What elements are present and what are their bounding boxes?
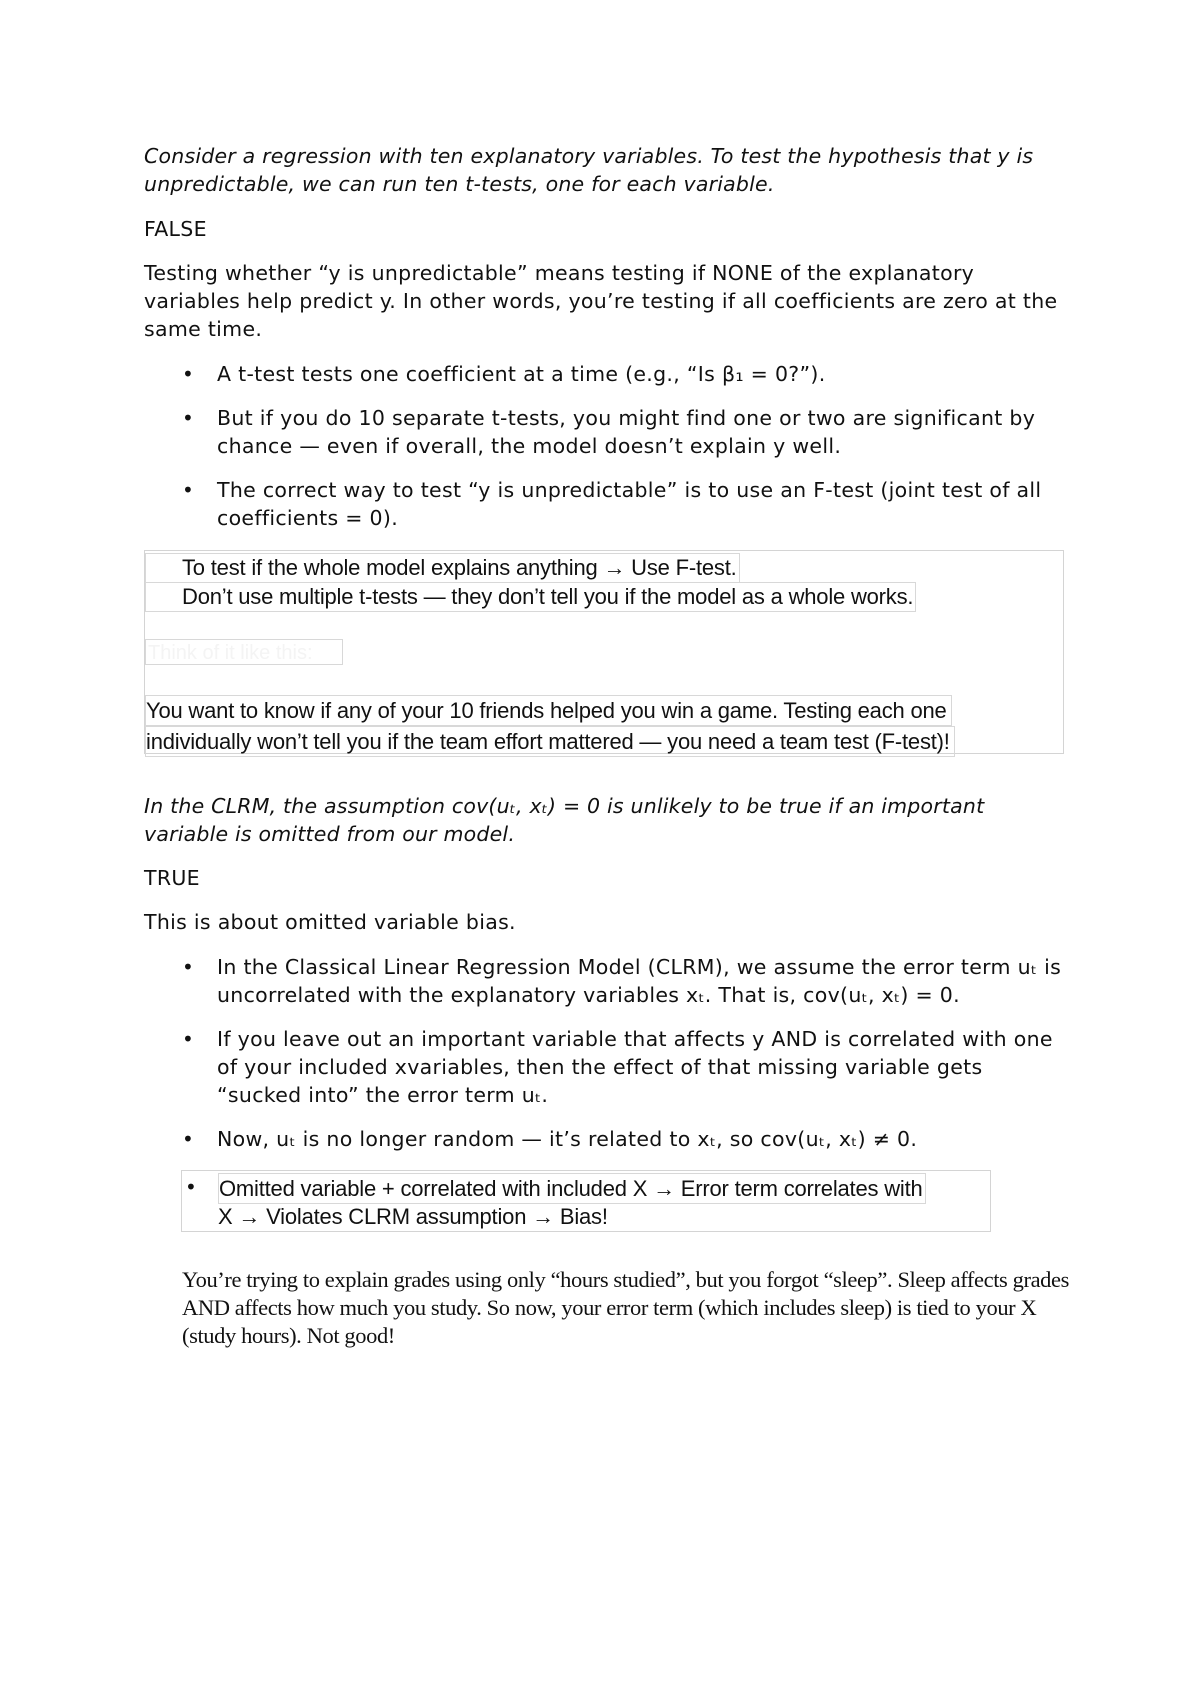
explanation-1: Testing whether “y is unpredictable” means testing if NONE of the explanatory variables help predict y. In other words, you’re testing if all coefficients are zero at the same time. <box>144 261 1058 341</box>
question-2: In the CLRM, the assumption cov(uₜ, xₜ) = 0 is unlikely to be true if an important variable is omitted from our model. <box>144 794 985 846</box>
explanation-2: This is about omitted variable bias. <box>144 910 516 934</box>
bullet-icon: • <box>185 1175 197 1199</box>
bullet-icon: • <box>182 478 195 502</box>
callout-faded-heading: Think of it like this: <box>145 639 343 665</box>
list-item: • But if you do 10 separate t-tests, you might find one or two are significant by chance — even if overall, the model doesn’t explain y well. <box>182 406 1036 458</box>
callout-line-ttests: Don’t use multiple t-tests — they don’t tell you if the model as a whole works. <box>145 582 916 612</box>
bullet-icon: • <box>182 1027 195 1051</box>
example-paragraph: You’re trying to explain grades using only “hours studied”, but you forgot “sleep”. Sleep affects grades AND affects how much you study. So now, your error term (which includes sleep) is tied to your X (study hours). Not good! <box>182 1267 1069 1348</box>
list-item: • Now, uₜ is no longer random — it’s related to xₜ, so cov(uₜ, xₜ) ≠ 0. <box>182 1127 918 1151</box>
list-item: • In the Classical Linear Regression Model (CLRM), we assume the error term uₜ is uncorrelated with the explanatory variables xₜ. That is, cov(uₜ, xₜ) = 0. <box>182 955 1062 1007</box>
bias-callout-line-1: Omitted variable + correlated with included X → Error term correlates with <box>218 1173 926 1204</box>
summary-callout <box>144 550 1064 754</box>
bullet-list-2 <box>144 953 1069 1169</box>
list-item: • A t-test tests one coefficient at a time (e.g., “Is β₁ = 0?”). <box>182 362 826 386</box>
analogy-line-2: individually won’t tell you if the team effort mattered — you need a team test (F-test)! <box>145 726 955 757</box>
answer-2: TRUE <box>144 866 200 890</box>
bias-callout <box>181 1170 991 1232</box>
callout-line-ftest: To test if the whole model explains anything → Use F-test. <box>145 553 740 583</box>
bullet-icon: • <box>182 362 195 386</box>
analogy-line-1: You want to know if any of your 10 friends helped you win a game. Testing each one <box>145 695 952 726</box>
bullet-list-1 <box>144 360 1069 548</box>
bias-callout-line-2: X → Violates CLRM assumption → Bias! <box>218 1204 608 1229</box>
bullet-icon: • <box>182 406 195 430</box>
list-item: • If you leave out an important variable that affects y AND is correlated with one of your included xvariables, then the effect of that missing variable gets “sucked into” the error term uₜ. <box>182 1027 1053 1107</box>
question-1: Consider a regression with ten explanatory variables. To test the hypothesis that y is unpredictable, we can run ten t-tests, one for each variable. <box>144 144 1034 196</box>
answer-1: FALSE <box>144 217 207 241</box>
bullet-icon: • <box>182 1127 195 1151</box>
bullet-icon: • <box>182 955 195 979</box>
list-item: • The correct way to test “y is unpredictable” is to use an F-test (joint test of all coefficients = 0). <box>182 478 1042 530</box>
callout-analogy <box>145 695 955 757</box>
